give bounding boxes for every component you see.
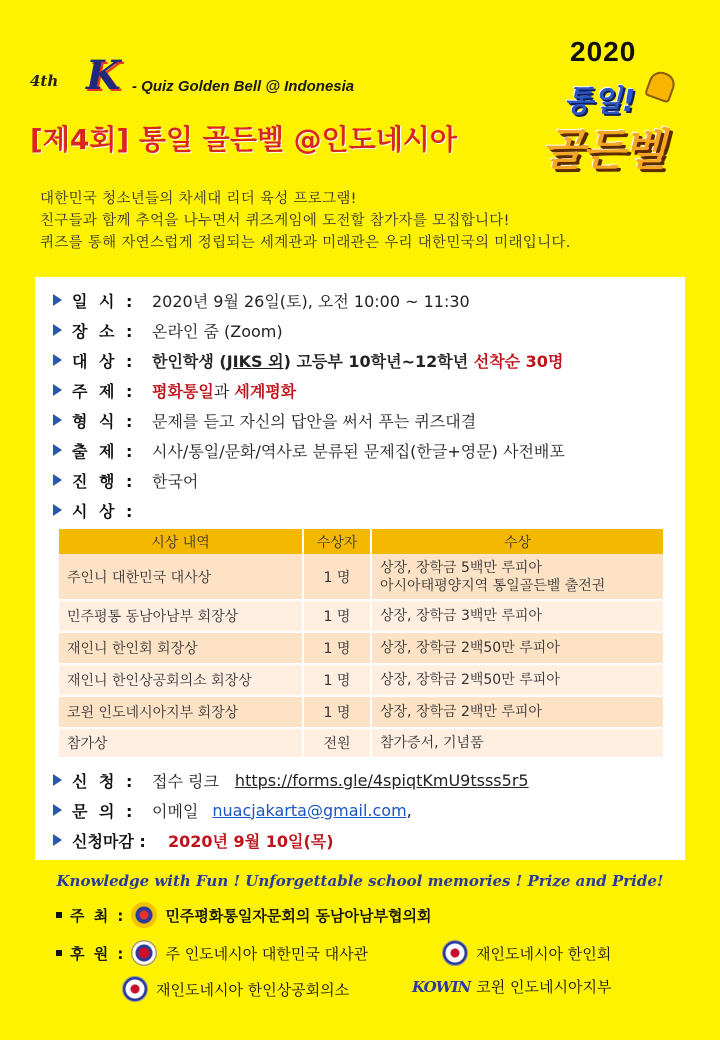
column-header: 수상 [371, 529, 664, 554]
award-prize [371, 632, 664, 664]
award-name: 민주평통 동남아남부 회장상 [59, 600, 303, 632]
host-name: 민주평화통일자문회의 동남아남부협의회 [165, 906, 432, 925]
sponsor-name: 주 인도네시아 대한민국 대사관 [165, 944, 369, 963]
award-name: 코윈 인도네시아지부 회장상 [59, 696, 303, 728]
prize-line: 상장, 장학금 2백만 루피아 [380, 704, 542, 720]
logo-subtitle: - Quiz Golden Bell @ Indonesia [132, 78, 355, 95]
sponsor-item [122, 976, 349, 1002]
info-row-deadline [53, 827, 334, 853]
info-label: 시 상 : [72, 501, 136, 521]
sponsor-label: 후 원 : [70, 944, 126, 963]
target-text: 한인학생 ( [152, 351, 227, 371]
intro-line: 퀴즈를 통해 자연스럽게 정립되는 세계관과 미래관은 우리 대한민국의 미래입니다. [40, 235, 571, 251]
contact-comma: , [406, 800, 412, 820]
column-header: 시상 내역 [59, 529, 303, 554]
badge-year: 2020 [570, 36, 637, 67]
intro-text [40, 188, 690, 254]
info-value: 이메일 [152, 801, 199, 821]
info-label: 신청마감 : [72, 831, 146, 851]
triangle-bullet-icon [53, 414, 62, 426]
triangle-bullet-icon [53, 834, 62, 846]
info-label: 신 청 : [72, 771, 136, 791]
award-name: 주인니 대한민국 대사상 [59, 554, 303, 600]
table-header-row [59, 529, 664, 554]
prize-line: 상장, 장학금 2백50만 루피아 [380, 672, 560, 688]
info-label: 형 식 : [72, 411, 136, 431]
info-row-theme [53, 377, 296, 403]
sponsor-name: 재인도네시아 한인상공회의소 [156, 980, 350, 999]
info-row-place [53, 317, 283, 343]
triangle-bullet-icon [53, 444, 62, 456]
info-label: 출 제 : [72, 441, 136, 461]
award-count: 1 명 [303, 632, 371, 664]
info-row-format [53, 407, 476, 433]
target-grade: ) 고등부 10학년~12학년 [283, 351, 474, 371]
host-row [56, 902, 431, 928]
info-label: 문 의 : [72, 801, 136, 821]
info-row-progress [53, 467, 198, 493]
triangle-bullet-icon [53, 354, 62, 366]
target-school: JIKS 외 [226, 351, 284, 371]
theme-a: 평화통일 [152, 381, 214, 401]
award-count: 1 명 [303, 554, 371, 600]
triangle-bullet-icon [53, 774, 62, 786]
info-row-apply [53, 767, 529, 793]
slogan: Knowledge with Fun ! Unforgettable school memories ! Prize and Pride! [56, 872, 664, 890]
award-count: 1 명 [303, 664, 371, 696]
embassy-emblem-icon [131, 940, 157, 966]
award-prize [371, 728, 664, 758]
info-label: 대 상 : [72, 351, 136, 371]
sponsor-row [56, 940, 368, 966]
info-row-contact [53, 797, 412, 823]
theme-join: 과 [213, 381, 235, 401]
info-value: 시사/통일/문화/역사로 분류된 문제집(한글+영문) 사전배포 [152, 441, 565, 461]
info-value: 2020년 9월 10일(목) [168, 831, 334, 851]
sponsor-name: 코윈 인도네시아지부 [476, 978, 612, 996]
triangle-bullet-icon [53, 474, 62, 486]
award-count: 1 명 [303, 600, 371, 632]
korean-association-emblem-icon [442, 940, 468, 966]
award-name: 재인니 한인회 회장상 [59, 632, 303, 664]
theme-b: 세계평화 [234, 381, 297, 401]
triangle-bullet-icon [53, 294, 62, 306]
prize-line: 아시아태평양지역 통일골든벨 출전권 [380, 577, 606, 594]
triangle-bullet-icon [53, 504, 62, 516]
award-prize [371, 664, 664, 696]
info-row-date [53, 287, 470, 313]
apply-link[interactable]: https://forms.gle/4spiqtKmU9tsss5r5 [234, 770, 529, 790]
info-value [152, 379, 296, 402]
triangle-bullet-icon [53, 804, 62, 816]
bell-icon [644, 68, 678, 103]
award-prize [371, 554, 664, 600]
info-value: 한국어 [152, 471, 199, 491]
host-label: 주 최 : [70, 906, 126, 925]
quiz-logo [30, 52, 450, 99]
info-value: 문제를 듣고 자신의 답안을 써서 푸는 퀴즈대결 [152, 411, 477, 431]
info-label: 진 행 : [72, 471, 136, 491]
award-count: 1 명 [303, 696, 371, 728]
sponsor-name: 재인도네시아 한인회 [476, 944, 612, 963]
info-value: 접수 링크 [152, 771, 219, 791]
prize-line: 상장, 장학금 5백만 루피아 [380, 559, 542, 576]
golden-bell-badge [520, 36, 690, 186]
intro-line: 친구들과 함께 추억을 나누면서 퀴즈게임에 도전할 참가자를 모집합니다! [40, 213, 510, 229]
info-row-target [53, 347, 563, 373]
info-value: 2020년 9월 26일(토), 오전 10:00 ~ 11:30 [152, 291, 470, 311]
award-table [59, 529, 665, 759]
award-name: 참가상 [59, 728, 303, 758]
table-row [59, 554, 664, 600]
nuac-emblem-icon [131, 902, 157, 928]
prize-line: 상장, 장학금 2백50만 루피아 [380, 640, 560, 656]
info-row-questions [53, 437, 565, 463]
sponsor-item [412, 976, 611, 997]
badge-line2: 골든벨 [542, 125, 664, 176]
intro-line: 대한민국 청소년들의 차세대 리더 육성 프로그램! [40, 191, 357, 207]
table-row [59, 600, 664, 632]
chamber-emblem-icon [122, 976, 148, 1002]
square-bullet-icon [56, 950, 62, 956]
info-row-awards [53, 497, 152, 523]
triangle-bullet-icon [53, 324, 62, 336]
table-row [59, 728, 664, 758]
prize-line: 상장, 장학금 3백만 루피아 [380, 608, 542, 624]
column-header: 수상자 [303, 529, 371, 554]
award-count: 전원 [303, 728, 371, 758]
target-limit: 선착순 30명 [473, 351, 564, 371]
info-label: 장 소 : [72, 321, 136, 341]
table-row [59, 632, 664, 664]
logo-edition: 4th [30, 72, 59, 90]
sponsor-item [442, 940, 611, 966]
badge-line1: 통일! [564, 84, 636, 119]
info-value: 온라인 줌 (Zoom) [152, 321, 283, 341]
square-bullet-icon [56, 912, 62, 918]
kowin-logo: KOWIN [412, 977, 471, 996]
logo-letter-k: K [86, 52, 121, 99]
info-label: 일 시 : [72, 291, 136, 311]
table-row [59, 696, 664, 728]
triangle-bullet-icon [53, 384, 62, 396]
prize-line: 참가증서, 기념품 [380, 735, 484, 751]
page-title: [제4회] 통일 골든벨 @인도네시아 [30, 123, 457, 156]
info-panel [35, 277, 685, 860]
info-label: 주 제 : [72, 381, 136, 401]
info-value [152, 349, 563, 372]
award-prize [371, 600, 664, 632]
contact-email-link[interactable]: nuacjakarta@gmail.com [212, 800, 407, 820]
award-prize [371, 696, 664, 728]
table-row [59, 664, 664, 696]
award-name: 재인니 한인상공회의소 회장상 [59, 664, 303, 696]
